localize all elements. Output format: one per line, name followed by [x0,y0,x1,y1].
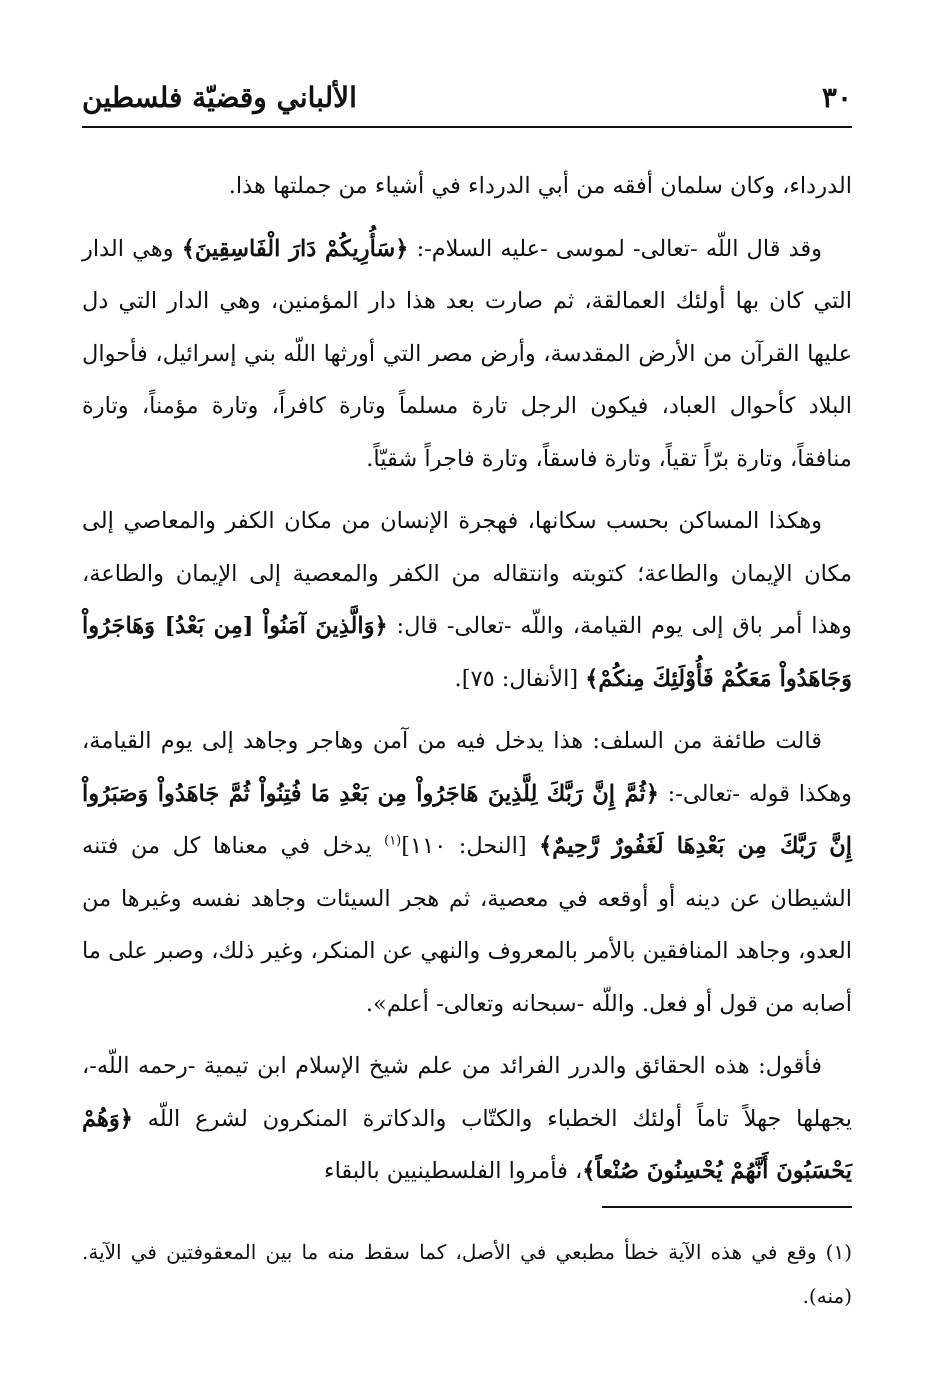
footnote: (١) وقع في هذه الآية خطأ مطبعي في الأصل، كما سقط منه ما بين المعقوفتين في الآية. (منه). [82,1240,852,1308]
text-run: [النحل: ١١٠] [401,833,540,859]
paragraph [82,223,852,486]
text-run: وهكذا المساكن بحسب سكانها، فهجرة الإنسان من مكان الكفر والمعاصي إلى مكان الإيمان والطاعة؛ كتوبته وانتقاله من الكفر والمعصية إلى الإيمان والطاعة، وهذا أمر باق إلى يوم القيامة، واللّه -تعالى- قال: [82,508,852,639]
page-header [82,74,852,120]
page-number: ٣٠ [821,80,852,114]
quran-quote: ﴿سَأُرِيكُمْ دَارَ الْفَاسِقِينَ﴾ [181,235,409,262]
text-run: يدخل في معناها كل من فتنه الشيطان عن دينه أو أوقعه في معصية، ثم هجر السيئات وجاهد نفسه وغيرها من العدو، وجاهد المنافقين بالأمر بالمعروف والنهي عن المنكر، وغير ذلك، وصبر على ما أصابه من قول أو فعل. واللّه -سبحانه وتعالى- أعلم». [82,833,852,1017]
body-text [82,160,852,1208]
running-title: الألباني وقضيّة فلسطين [82,80,357,114]
quran-quote: ﴿وَالَّذِينَ آمَنُواْ [مِن بَعْدُ] وَهَاجَرُواْ وَجَاهَدُواْ مَعَكُمْ فَأُوْلَئِكَ مِنكُمْ﴾ [82,613,852,692]
paragraph [82,495,852,705]
paragraph [82,715,852,1030]
text-run: وقد قال اللّه -تعالى- لموسى -عليه السلام-: [408,235,823,262]
quran-quote: ﴿ثُمَّ إِنَّ رَبَّكَ لِلَّذِينَ هَاجَرُواْ مِن بَعْدِ مَا فُتِنُواْ ثُمَّ جَاهَدُواْ وَصَبَرُواْ إِنَّ رَبَّكَ مِن بَعْدِهَا لَغَفُورٌ رَّحِيمٌ﴾ [82,780,852,859]
quran-quote: ﴿وَهُمْ يَحْسَبُونَ أَنَّهُمْ يُحْسِنُونَ صُنْعاً﴾ [82,1105,852,1184]
paragraph [82,1040,852,1198]
header-divider [82,126,852,128]
paragraph [82,160,852,213]
text-run: [الأنفال: ٧٥]. [454,665,586,692]
text-run: ، فأمروا الفلسطينيين بالبقاء [324,1158,583,1184]
text-run: فأقول: هذه الحقائق والدرر الفرائد من علم شيخ الإسلام ابن تيمية -رحمه اللّه-، يجهلها جهلاً تاماً أولئك الخطباء والكتّاب والدكاترة المنكرون لشرع اللّه [82,1053,852,1132]
text-run: وهي الدار التي كان بها أولئك العمالقة، ثم صارت بعد هذا دار المؤمنين، وهي الدار التي دل عليها القرآن من الأرض المقدسة، وأرض مصر التي أورثها اللّه بني إسرائيل، فأحوال البلاد كأحوال العباد، فيكون الرجل تارة مسلماً وتارة كافراً، وتارة مؤمناً، وتارة منافقاً، وتارة برّاً تقياً، وتارة فاسقاً، وتارة فاجراً شقيّاً. [82,235,852,472]
footnote-marker: (١) [384,833,402,849]
footnote-divider [602,1206,852,1208]
text-run: قالت طائفة من السلف: هذا يدخل فيه من آمن وهاجر وجاهد إلى يوم القيامة، وهكذا قوله -تعالى-: [82,728,852,807]
text-run: الدرداء، وكان سلمان أفقه من أبي الدرداء في أشياء من جملتها هذا. [228,173,852,199]
